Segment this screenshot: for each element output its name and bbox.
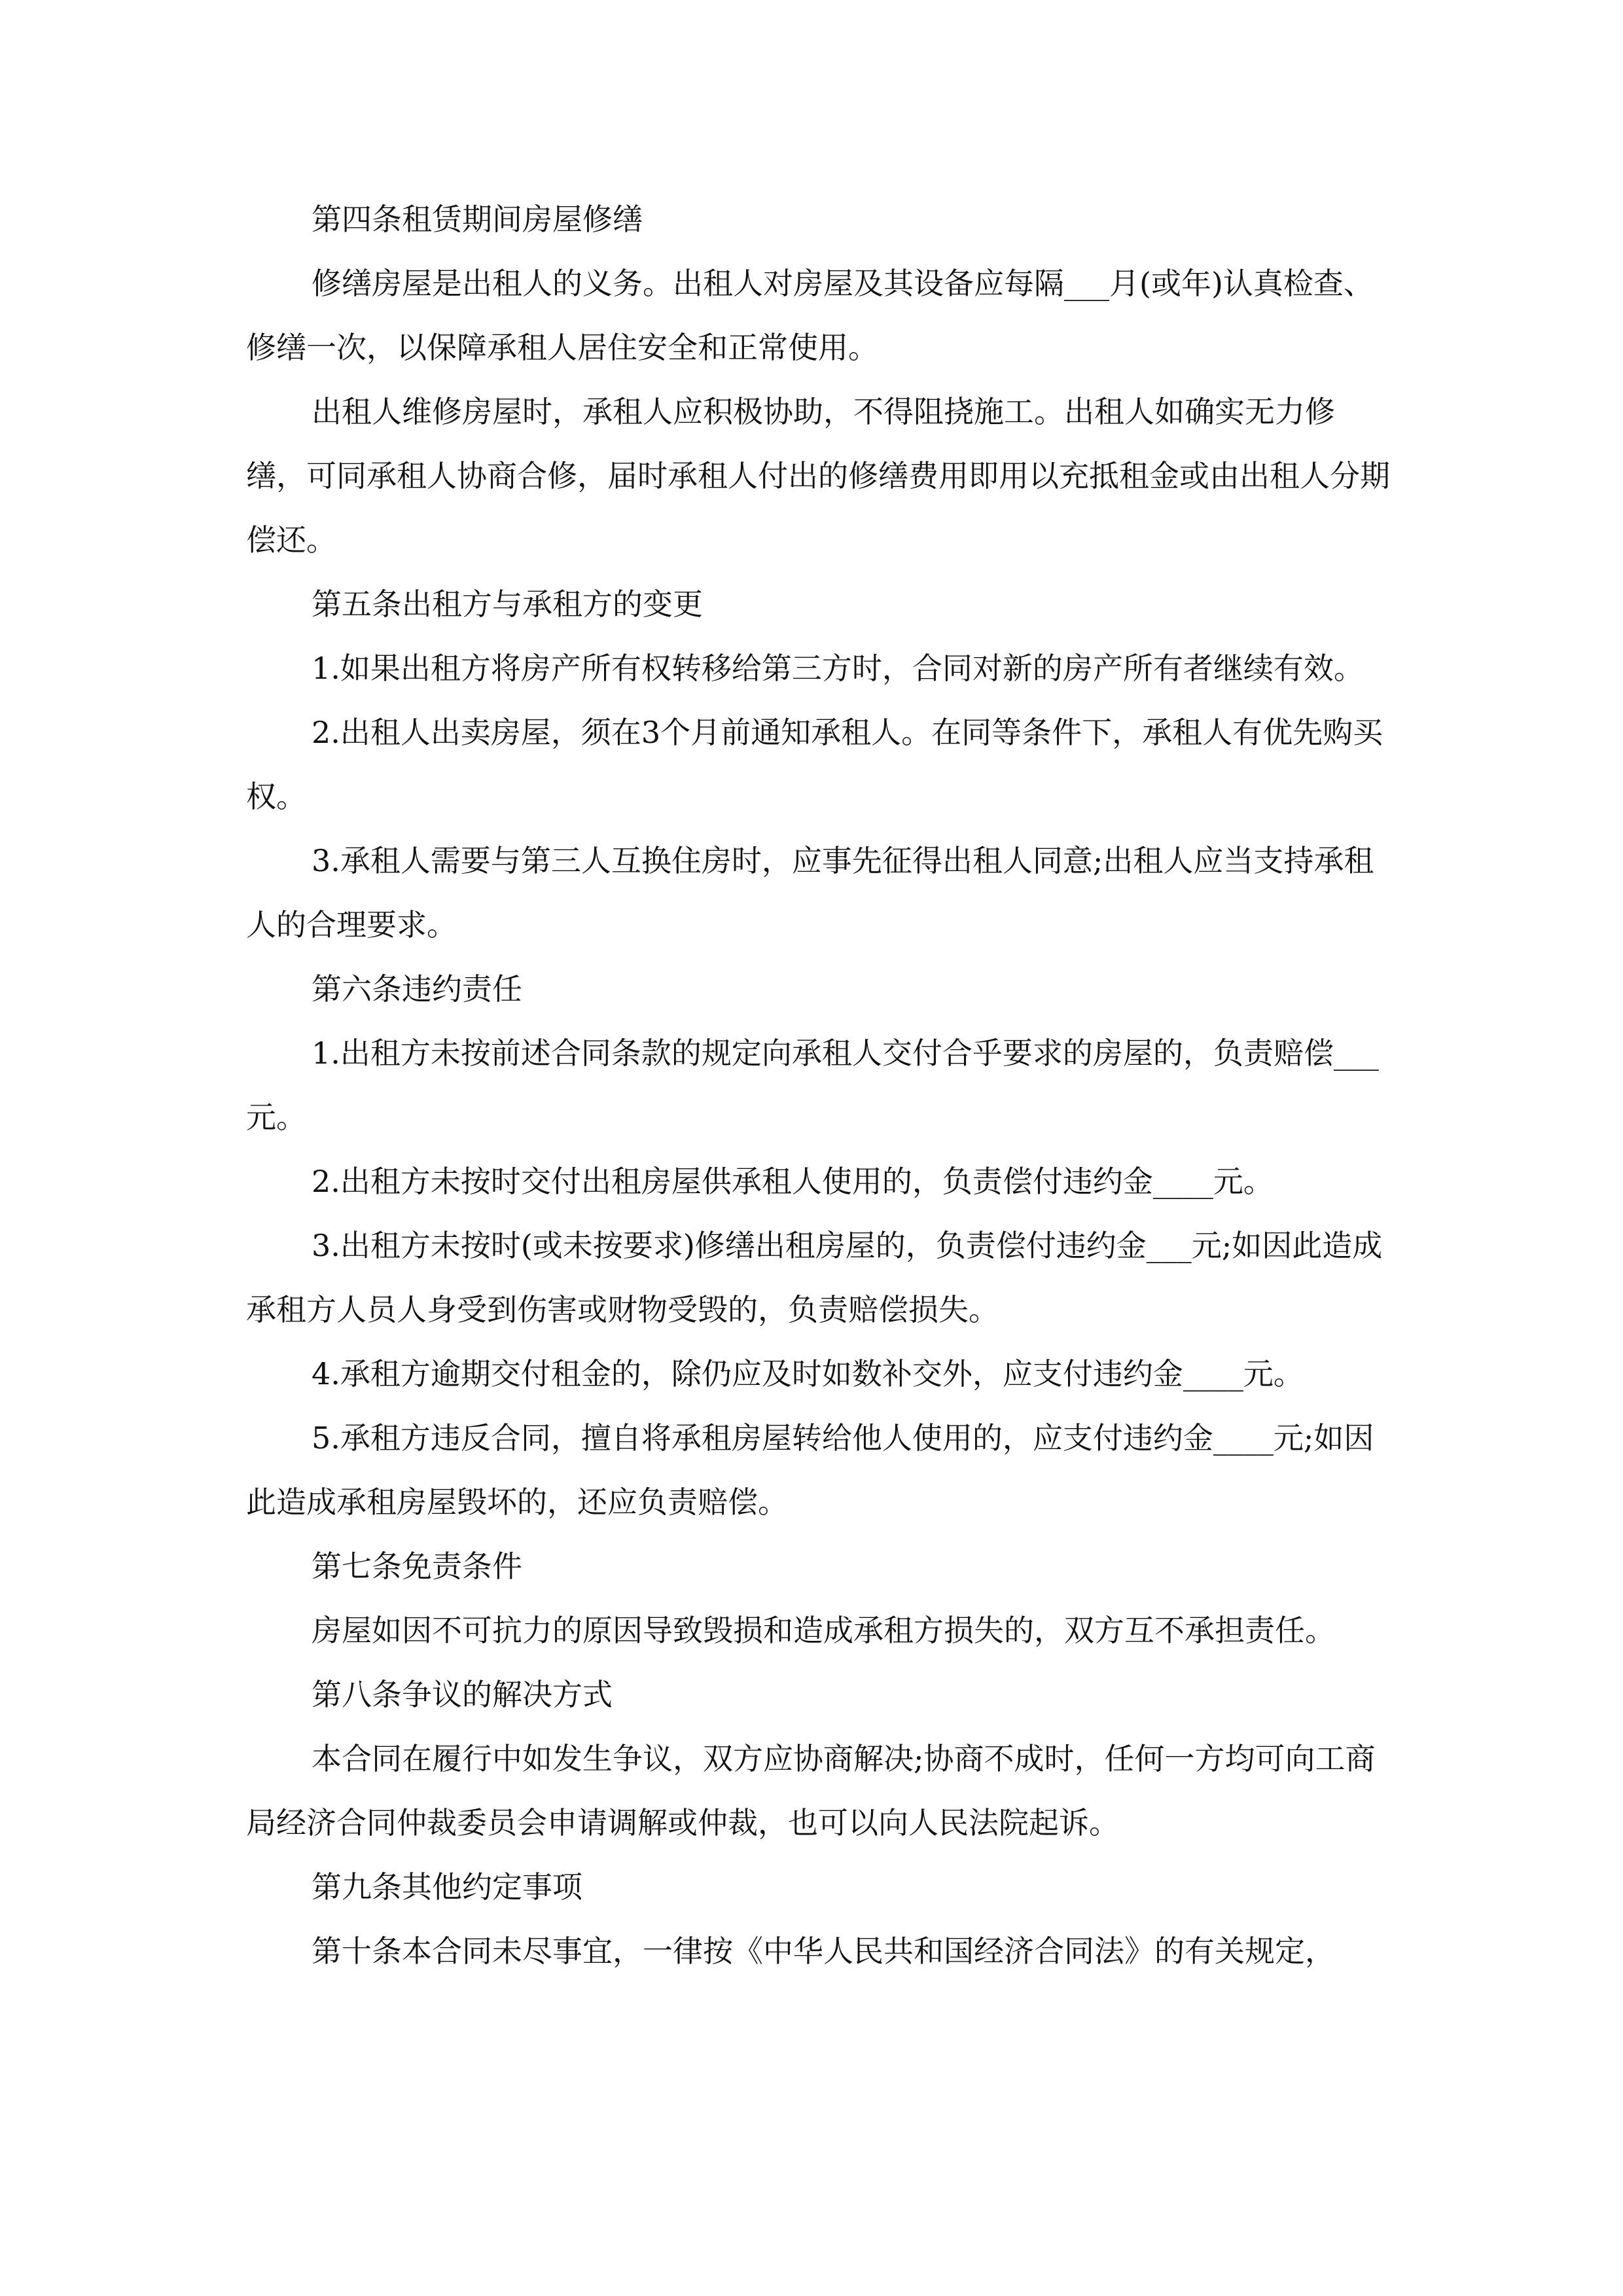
paragraph: 1.出租方未按前述合同条款的规定向承租人交付合乎要求的房屋的，负责赔偿___元。	[246, 1035, 1379, 1135]
paragraph: 2.出租人出卖房屋，须在3个月前通知承租人。在同等条件下，承租人有优先购买权。	[246, 715, 1383, 814]
paragraph: 出租人维修房屋时，承租人应积极协助，不得阻挠施工。出租人如确实无力修缮，可同承租人协商合修，届时承租人付出的修缮费用即用以充抵租金或由出租人分期偿还。	[246, 394, 1390, 558]
paragraph: 本合同在履行中如发生争议，双方应协商解决;协商不成时，任何一方均可向工商局经济合同仲裁委员会申请调解或仲裁，也可以向人民法院起诉。	[246, 1741, 1376, 1840]
paragraph: 4.承租方逾期交付租金的，除仍应及时如数补交外，应支付违约金____元。	[312, 1356, 1304, 1391]
paragraph: 5.承租方违反合同，擅自将承租房屋转给他人使用的，应支付违约金____元;如因此造成承租房屋毁坏的，还应负责赔偿。	[246, 1420, 1374, 1520]
paragraph: 3.出租方未按时(或未按要求)修缮出租房屋的，负责偿付违约金___元;如因此造成承租方人员人身受到伤害或财物受毁的，负责赔偿损失。	[246, 1228, 1383, 1327]
paragraph: 3.承租人需要与第三人互换住房时，应事先征得出租人同意;出租人应当支持承租人的合理要求。	[246, 843, 1374, 942]
paragraph: 修缮房屋是出租人的义务。出租人对房屋及其设备应每隔___月(或年)认真检查、修缮一次，以保障承租人居住安全和正常使用。	[246, 266, 1374, 365]
section-heading-6: 第六条违约责任	[312, 971, 522, 1007]
section-heading-4: 第四条租赁期间房屋修缮	[312, 202, 643, 237]
paragraph: 2.出租方未按时交付出租房屋供承租人使用的，负责偿付违约金____元。	[312, 1164, 1274, 1199]
section-heading-7: 第七条免责条件	[312, 1549, 522, 1584]
section-heading-9: 第九条其他约定事项	[312, 1869, 582, 1905]
section-heading-5: 第五条出租方与承租方的变更	[312, 586, 703, 622]
document-page	[246, 187, 1391, 1983]
section-heading-8: 第八条争议的解决方式	[312, 1677, 613, 1712]
paragraph: 房屋如因不可抗力的原因导致毁损和造成承租方损失的，双方互不承担责任。	[312, 1613, 1335, 1648]
paragraph: 1.如果出租方将房产所有权转移给第三方时，合同对新的房产所有者继续有效。	[312, 651, 1364, 686]
paragraph: 第十条本合同未尽事宜，一律按《中华人民共和国经济合同法》的有关规定，	[312, 1933, 1335, 1969]
